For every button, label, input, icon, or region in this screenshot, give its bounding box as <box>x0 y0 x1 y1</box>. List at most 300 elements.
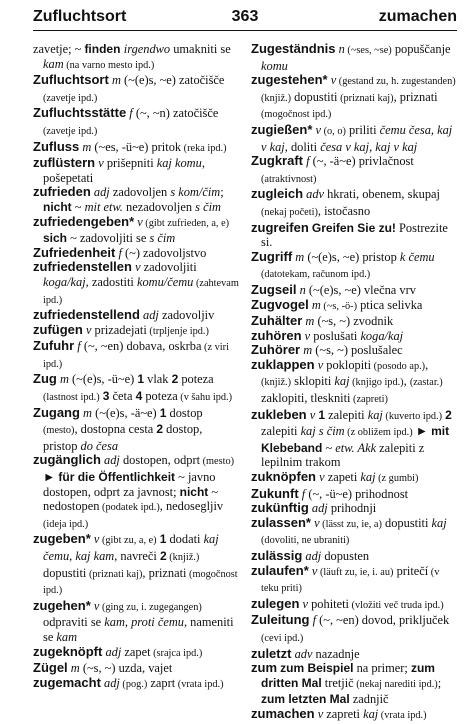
grammar-label: m <box>295 249 305 264</box>
dictionary-entry <box>33 597 239 645</box>
entry-text: tretjič <box>321 675 354 690</box>
entry-text: ~ zadovoljiti se <box>67 231 150 246</box>
usage-note: (dovoliti, ne ubraniti) <box>261 535 350 547</box>
grammar-label: f <box>301 486 306 501</box>
dictionary-columns <box>33 42 457 724</box>
usage-note: (zavetje ipd.) <box>43 125 98 137</box>
grammar-label: v <box>314 515 320 530</box>
usage-note: (kuverto ipd.) <box>382 410 443 422</box>
usage-note: (pog.) <box>119 678 148 690</box>
grammar-label: v <box>330 73 337 88</box>
entry-text: hkrati, obenem, skupaj <box>324 187 440 202</box>
grammar-label: komu <box>261 58 288 73</box>
usage-note: (~ses, ~se) <box>344 45 392 56</box>
grammar-label: adj <box>143 308 159 323</box>
bold-phrase: finden <box>84 42 124 56</box>
usage-note: (mesto) <box>200 456 235 468</box>
usage-note: (podatek ipd.) <box>99 502 160 514</box>
grammar-label: komu/čemu <box>136 274 194 289</box>
dictionary-entry <box>251 612 457 646</box>
headword: Zugang <box>33 404 80 420</box>
entry-text: (~(e)s, -ä~e) <box>92 405 160 420</box>
entry-text: ~ javno dostopen, odprt za javnost; <box>43 470 216 499</box>
grammar-label: irgendwo <box>123 42 171 56</box>
entry-text: (~, -ü~e) prihodnost <box>305 486 409 501</box>
header-right-guide-word: zumachen <box>378 8 457 25</box>
dictionary-entry <box>33 259 239 308</box>
usage-note: (~s, -ö-) <box>320 300 358 312</box>
entry-text: ~ nedostopen <box>43 484 219 514</box>
usage-note: (knjigo ipd.) <box>349 377 404 389</box>
header-left-guide-word: Zufluchtsort <box>33 8 127 25</box>
grammar-label: adj <box>305 549 322 563</box>
dictionary-entry <box>251 645 457 662</box>
entry-text: zalepiti <box>325 407 368 422</box>
usage-note: (trpljenje ipd.) <box>146 325 209 337</box>
grammar-label: kaj <box>334 374 350 389</box>
dictionary-entry <box>33 674 239 693</box>
headword: zukleben <box>251 406 307 422</box>
dictionary-entry <box>251 327 457 344</box>
usage-note: (z obližem ipd.) <box>344 427 413 439</box>
grammar-label: česa v kaj, kaj v kaj <box>320 139 418 154</box>
bold-phrase: 1 <box>137 372 145 387</box>
dictionary-entry <box>33 244 239 261</box>
usage-note: (gestand zu, h. zugestanden) (knjiž.) <box>261 76 456 104</box>
dictionary-entry <box>251 500 457 516</box>
dictionary-entry <box>251 562 457 597</box>
usage-note: (v teku priti) <box>261 566 440 595</box>
usage-note: (ideja ipd.) <box>43 518 89 530</box>
dictionary-entry <box>251 41 457 73</box>
usage-note: (vrata ipd.) <box>378 709 427 721</box>
grammar-label: v <box>309 407 316 422</box>
entry-text: zapreti <box>323 706 364 721</box>
grammar-label: adv <box>294 646 313 661</box>
grammar-label: s čim <box>149 231 176 246</box>
entry-text: četa <box>109 389 136 404</box>
entry-text: , dostopna cesta <box>74 422 157 437</box>
grammar-label: n <box>299 282 306 297</box>
headword: zulegen <box>251 595 300 611</box>
entry-text: zaprt <box>147 675 176 690</box>
usage-note: (cevi ipd.) <box>261 632 304 644</box>
bold-phrase: 1 <box>159 405 167 420</box>
entry-text: dostop <box>166 405 203 420</box>
grammar-label: m <box>83 405 92 420</box>
usage-note: (gibt zufrieden, a, e) <box>142 217 230 229</box>
dictionary-entry <box>251 248 457 283</box>
headword: zufriedenstellen <box>33 259 132 275</box>
headword: zulaufen* <box>251 562 309 578</box>
entry-text: odpraviti se <box>43 615 105 630</box>
headword: zufrieden <box>33 184 91 200</box>
grammar-label: v <box>137 214 143 229</box>
grammar-label: f <box>118 245 122 260</box>
grammar-label: k čemu <box>399 249 435 264</box>
entry-text: zadovoljen <box>109 185 171 200</box>
dictionary-entry <box>251 485 457 502</box>
grammar-label: v <box>317 706 324 721</box>
headword: zugänglich <box>33 452 101 468</box>
headword: Zügel <box>33 660 68 676</box>
headword: zulassen* <box>251 514 311 530</box>
entry-text: dopustiti <box>43 565 87 580</box>
usage-note: (o, o) <box>321 125 346 137</box>
usage-note: (mesto) <box>43 425 75 437</box>
dictionary-entry <box>33 42 239 73</box>
grammar-label: s kom/čim <box>170 185 221 200</box>
dictionary-entry <box>251 356 457 408</box>
bold-phrase: 4 <box>135 389 143 404</box>
usage-note: (v šahu ipd.) <box>177 392 233 404</box>
entry-text: zadovoljiv <box>158 308 215 323</box>
grammar-label: koga/kaj <box>360 328 404 343</box>
entry-text: dopustiti <box>381 515 432 530</box>
grammar-label: kaj <box>367 407 383 422</box>
entry-text: ~ <box>74 42 85 56</box>
entry-text: sklopiti <box>291 374 335 389</box>
headword: zugehen* <box>33 597 91 613</box>
dictionary-entry <box>251 186 457 220</box>
entry-text: ► <box>412 424 432 439</box>
entry-text: Postrezite si. <box>261 220 448 250</box>
bold-phrase: zum dritten Mal <box>261 661 435 690</box>
headword: zugemacht <box>33 674 101 690</box>
grammar-label: f <box>312 613 317 628</box>
entry-text: ; <box>220 185 224 200</box>
bold-phrase: 2 <box>445 407 452 422</box>
dictionary-entry <box>33 105 239 139</box>
grammar-label: kam <box>56 629 78 644</box>
grammar-label: m <box>82 139 92 154</box>
usage-note: (ging zu, i. zugegangen) <box>99 601 202 613</box>
entry-text: pohiteti <box>308 596 349 611</box>
grammar-label: adj <box>93 185 110 200</box>
dictionary-entry <box>33 321 239 340</box>
entry-text: nezadovoljen <box>122 199 196 214</box>
entry-text: priliti <box>345 122 380 137</box>
entry-text: (~) zadovoljstvo <box>121 245 207 260</box>
entry-text: , zadostiti <box>85 274 137 289</box>
headword: Zugeständnis <box>251 41 336 56</box>
grammar-label: m <box>111 73 121 88</box>
headword: Zug <box>33 371 57 387</box>
headword: Zufluss <box>33 138 80 154</box>
headword: Zufriedenheit <box>33 244 116 260</box>
grammar-label: adj <box>105 644 122 659</box>
dictionary-entry <box>33 643 239 662</box>
usage-note: (posodo ap.) <box>371 360 426 372</box>
entry-text: ptica selivka <box>357 297 423 312</box>
entry-text: popuščanje <box>391 42 451 56</box>
entry-text: (~(e)s, ~e) pristop <box>304 249 400 264</box>
headword: zuklappen <box>251 356 315 372</box>
dictionary-entry <box>33 155 239 185</box>
grammar-label: adj <box>104 453 120 468</box>
entry-text: vlak <box>144 372 172 387</box>
usage-note: (nekaj početi) <box>261 206 318 218</box>
entry-text: , nameniti se <box>43 615 234 644</box>
dictionary-entry <box>33 452 239 532</box>
entry-text: , priznati <box>142 565 187 580</box>
entry-text: (~s, ~) uzda, vajet <box>79 661 173 676</box>
bold-phrase: zum letzten Mal <box>261 692 350 707</box>
page-number: 363 <box>231 8 259 25</box>
entry-text: zalepiti z lepilnim trakom <box>261 440 425 470</box>
entry-text: ; <box>437 675 442 690</box>
entry-text: dostop, pristop <box>43 422 203 453</box>
dictionary-entry <box>33 184 239 214</box>
grammar-label: v <box>315 122 322 137</box>
bold-phrase: mit Klebeband <box>261 424 450 455</box>
entry-text: zadnjič <box>349 692 389 707</box>
entry-text: zaklopiti, tleskniti <box>261 391 351 406</box>
usage-note: (zavetje ipd.) <box>43 92 98 104</box>
dictionary-entry <box>251 514 457 549</box>
headword: Zugkraft <box>251 153 303 169</box>
dictionary-entry <box>251 660 457 707</box>
dictionary-entry <box>251 342 457 358</box>
grammar-label: f <box>129 106 133 121</box>
dictionary-entry <box>251 72 457 123</box>
entry-text: (~es, -ü~e) pritok <box>91 139 182 154</box>
dictionary-entry <box>251 548 457 564</box>
usage-note: (mogočnost ipd.) <box>261 109 332 121</box>
usage-note: (zapreti) <box>350 394 388 406</box>
dictionary-entry <box>33 307 239 323</box>
bold-phrase: zum Beispiel <box>280 661 354 676</box>
entry-text: na primer; <box>353 661 411 676</box>
usage-note: (datotekam, računom ipd.) <box>261 269 371 281</box>
grammar-label: v <box>319 470 325 485</box>
dictionary-entry <box>251 281 457 298</box>
grammar-label: čemu česa, kaj v kaj <box>261 122 453 154</box>
headword: zugleich <box>251 186 304 202</box>
usage-note: (srajca ipd.) <box>150 647 203 659</box>
entry-text: zapeti <box>324 470 361 485</box>
headword: Zukunft <box>251 485 299 501</box>
entry-text: dostopen, odprt <box>119 453 201 468</box>
entry-text: prizadejati <box>91 322 147 337</box>
headword: zuflüstern <box>33 155 96 171</box>
headword: zulässig <box>251 548 303 563</box>
dictionary-entry <box>33 371 239 405</box>
usage-note: (zastar.) <box>409 377 443 389</box>
grammar-label: s čim <box>195 199 221 214</box>
usage-note: (z gumbi) <box>375 473 419 485</box>
grammar-label: adj <box>311 501 328 516</box>
grammar-label: n <box>338 42 345 56</box>
entry-text: (~, ~n) zatočišče <box>132 106 219 121</box>
bold-phrase: nicht <box>43 199 72 214</box>
grammar-label: m <box>59 372 69 387</box>
headword: zukünftig <box>251 500 309 516</box>
usage-note: (vrata ipd.) <box>175 678 224 690</box>
grammar-label: v <box>85 322 92 337</box>
entry-text: zapet <box>121 644 151 659</box>
usage-note: (na varno mesto ipd.) <box>63 59 155 71</box>
entry-text: prišepniti <box>103 156 157 171</box>
entry-text: ~ <box>71 199 85 214</box>
dictionary-entry <box>251 469 457 487</box>
headword: zufriedengeben* <box>33 213 135 229</box>
dictionary-entry <box>33 660 239 676</box>
grammar-label: v <box>98 156 104 171</box>
headword: Zuhörer <box>251 342 301 358</box>
entry-text: , nedosegljiv <box>159 499 224 514</box>
headword: zuhören <box>251 327 302 343</box>
entry-text: ~ <box>322 440 336 455</box>
grammar-label: f <box>77 339 81 354</box>
grammar-label: m <box>303 343 313 358</box>
usage-note: (knjiž.) <box>261 377 292 389</box>
entry-text: , istočasno <box>317 203 371 218</box>
entry-text: poteza <box>142 389 178 404</box>
entry-text: (~(e)s, -ü~e) <box>68 372 138 387</box>
grammar-label: v <box>302 596 309 611</box>
headword: zugestehen* <box>251 72 328 88</box>
entry-text: poteza <box>178 372 214 387</box>
bold-phrase: 3 <box>102 389 110 404</box>
headword: Zufluchtsstätte <box>33 105 127 121</box>
headword: Zufuhr <box>33 338 75 354</box>
entry-text: , doliti <box>284 139 321 154</box>
entry-text: umakniti se <box>170 42 231 56</box>
dictionary-entry <box>251 121 457 154</box>
grammar-label: v <box>311 563 318 578</box>
headword: Zufluchtsort <box>33 72 109 88</box>
grammar-label: adj <box>104 675 120 690</box>
entry-text: , pošepetati <box>43 156 205 185</box>
usage-note: (läuft zu, ie, i. au) <box>317 566 394 578</box>
headword: Zugriff <box>251 248 293 264</box>
usage-note: (zahtevam ipd.) <box>43 277 239 306</box>
headword: zugeben* <box>33 531 91 547</box>
grammar-label: v <box>135 260 141 275</box>
grammar-label: kam <box>43 56 64 71</box>
grammar-label: m <box>305 314 315 329</box>
entry-text: (~, ~en) dovod, priključek <box>316 613 450 628</box>
usage-note: (priznati kaj) <box>337 92 394 104</box>
grammar-label: kam, proti čemu <box>104 615 184 630</box>
bold-phrase: für die Öffentlichkeit <box>58 470 176 485</box>
left-column <box>33 42 239 724</box>
usage-note: (lastnost ipd.) <box>43 392 100 404</box>
headword: Zuleitung <box>251 612 310 628</box>
grammar-label: kaj <box>360 470 376 485</box>
dictionary-entry <box>33 138 239 157</box>
grammar-label: v <box>317 357 324 372</box>
dictionary-entry <box>33 213 239 246</box>
entry-text: poklopiti <box>323 357 372 372</box>
bold-phrase: 1 <box>318 407 326 422</box>
entry-text: (~s, ~) poslušalec <box>312 343 403 358</box>
headword: zugreifen <box>251 219 309 235</box>
grammar-label: m <box>70 661 80 676</box>
headword: zumachen <box>251 705 315 721</box>
usage-note: (atraktivnost) <box>261 173 317 185</box>
headword: Zuhälter <box>251 313 303 329</box>
entry-text: dopusten <box>321 549 370 563</box>
headword: zuletzt <box>251 645 292 661</box>
grammar-label: etw. Akk <box>335 440 377 455</box>
entry-text: prihodnji <box>327 501 377 516</box>
headword: Zugseil <box>251 281 297 297</box>
dictionary-entry <box>251 406 457 470</box>
grammar-label: adv <box>306 187 325 202</box>
dictionary-entry <box>33 338 239 372</box>
grammar-label: f <box>306 154 310 169</box>
usage-note: (mogočnost ipd.) <box>43 568 238 597</box>
dictionary-entry <box>33 72 239 106</box>
dictionary-entry <box>33 404 239 454</box>
entry-text: , <box>403 374 410 389</box>
headword: zuknöpfen <box>251 469 316 485</box>
headword: Zugvogel <box>251 296 309 312</box>
entry-text: nazadnje <box>312 646 360 661</box>
dictionary-entry <box>33 531 239 598</box>
usage-note: (knjiž.) <box>166 552 200 563</box>
bold-phrase: nicht <box>179 484 209 499</box>
entry-text: dopustiti <box>291 89 338 104</box>
headword: zum <box>251 660 277 676</box>
bold-phrase: 2 <box>171 372 179 387</box>
entry-text: , navreči <box>114 549 160 563</box>
entry-text: zalepiti <box>261 424 301 439</box>
grammar-label: do česa <box>80 438 119 453</box>
entry-text: , priznati <box>393 89 438 104</box>
entry-text: (~, -ä~e) privlačnost <box>309 154 414 169</box>
headword: zugeknöpft <box>33 643 103 659</box>
entry-text: ► <box>43 470 59 485</box>
entry-text: zavetje; <box>33 42 75 56</box>
header-rule <box>33 30 457 31</box>
entry-text: poslušati <box>310 328 361 343</box>
grammar-label: mit etw. <box>84 199 123 214</box>
dictionary-entry <box>251 595 457 614</box>
dictionary-entry <box>251 705 457 724</box>
usage-note: (nekaj narediti ipd.) <box>353 678 438 690</box>
bold-phrase: 2 <box>159 549 167 563</box>
dictionary-entry <box>251 296 457 315</box>
headword: zugießen* <box>251 121 313 137</box>
entry-text: (~(e)s, ~e) zatočišče <box>120 73 225 88</box>
usage-note: (z viri ipd.) <box>43 342 229 370</box>
grammar-label: m <box>311 297 321 312</box>
grammar-label: v <box>93 598 100 613</box>
dictionary-entry <box>251 153 457 187</box>
bold-phrase: 1 <box>159 532 167 547</box>
entry-text: (~(e)s, ~e) vlečna vrv <box>305 282 416 297</box>
entry-text: (~, ~en) dobava, oskrba <box>80 339 202 354</box>
grammar-label: kaj komu <box>156 156 202 171</box>
entry-text: (~s, ~) zvodnik <box>314 314 394 329</box>
grammar-label: kaj s čim <box>300 424 345 439</box>
dictionary-entry <box>251 313 457 329</box>
headword: zufügen <box>33 321 83 337</box>
grammar-label: v <box>304 328 311 343</box>
entry-text: zadovoljiti <box>140 260 197 275</box>
headword: zufriedenstellend <box>33 307 140 323</box>
grammar-label: v <box>93 532 100 547</box>
right-column <box>251 42 457 724</box>
entry-text: , <box>425 357 429 372</box>
usage-note: (priznati kaj) <box>86 568 143 580</box>
page-header <box>33 0 457 40</box>
dictionary-entry <box>251 219 457 250</box>
grammar-label: koga/kaj <box>43 274 86 289</box>
